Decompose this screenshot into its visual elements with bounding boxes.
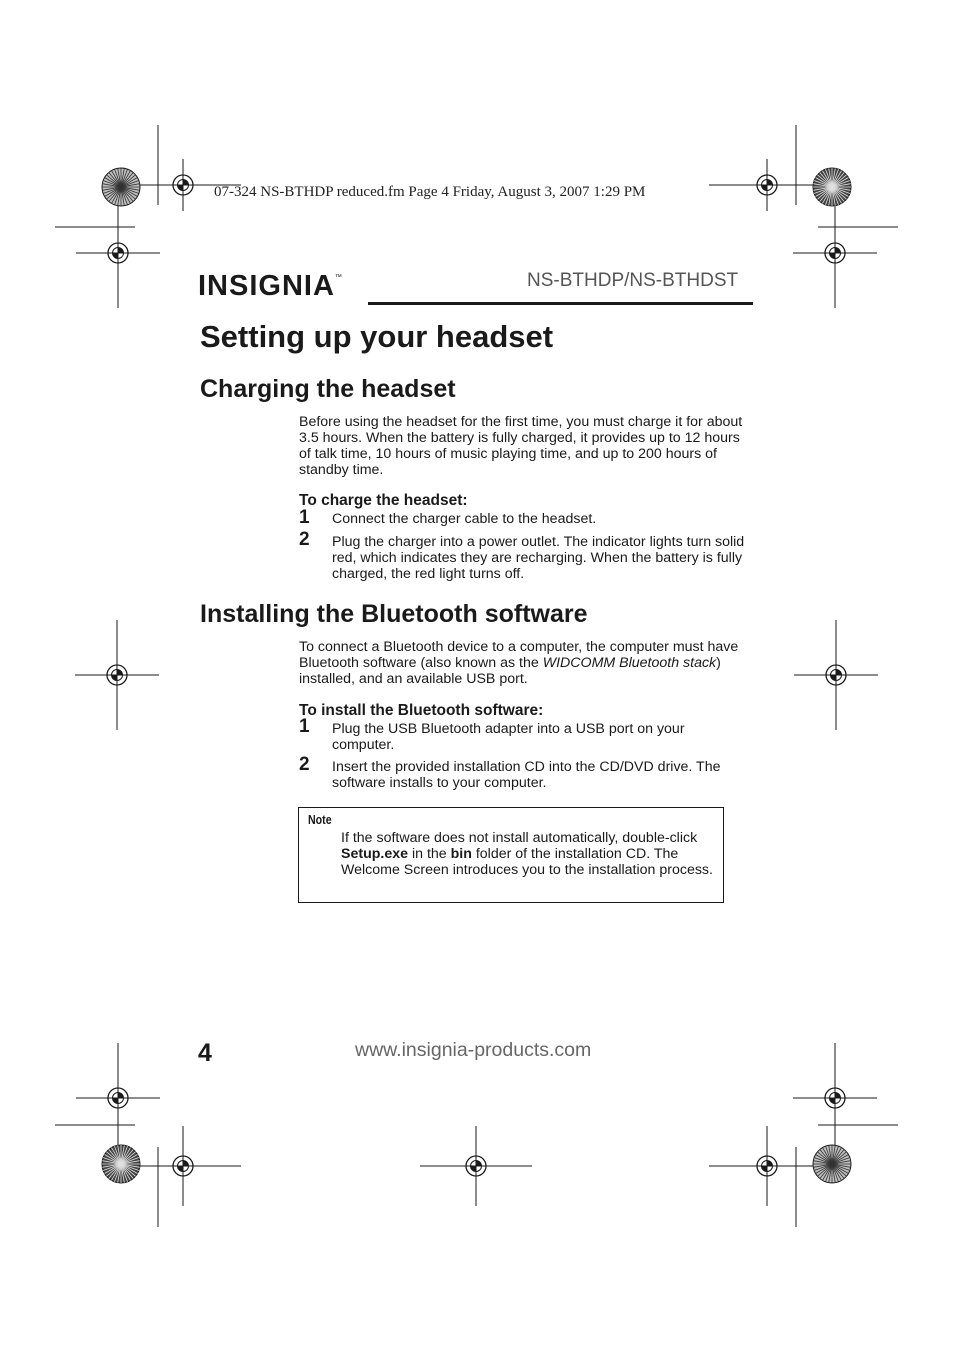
charging-intro: Before using the headset for the first time, you must charge it for about 3.5 hours. When the battery is fully charged, it provides up to 12 hours of talk time, 10 hours of music playing time, and up to 200 hours of standby time. <box>299 414 743 478</box>
intro-italic-term: WIDCOMM Bluetooth stack <box>542 655 717 671</box>
slug-line: 07-324 NS-BTHDP reduced.fm Page 4 Friday, August 3, 2007 1:29 PM <box>214 184 646 200</box>
install-step-2-number: 2 <box>299 754 310 775</box>
installing-intro <box>299 639 754 687</box>
color-starburst <box>102 168 140 206</box>
charge-procedure-title: To charge the headset: <box>299 492 468 509</box>
header-rule <box>368 302 753 305</box>
model-number: NS-BTHDP/NS-BTHDST <box>527 270 739 291</box>
charge-step-2-text: Plug the charger into a power outlet. The indicator lights turn solid red, which indicates they are recharging. When the battery is fully charged, the red light turns off. <box>332 534 745 582</box>
registration-target <box>793 198 877 308</box>
registration-target <box>75 620 159 730</box>
note-box <box>298 807 724 903</box>
color-starburst <box>102 1145 140 1183</box>
note-setup-exe: Setup.exe <box>341 846 409 862</box>
color-starburst <box>813 168 851 206</box>
install-step-2-text: Insert the provided installation CD into the CD/DVD drive. The software installs to your computer. <box>332 759 721 791</box>
charging-heading: Charging the headset <box>200 375 456 403</box>
footer-url[interactable]: www.insignia-products.com <box>355 1039 592 1061</box>
charge-step-1-text: Connect the charger cable to the headset. <box>332 511 597 527</box>
installing-heading: Installing the Bluetooth software <box>200 600 588 628</box>
registration-target <box>125 1126 241 1206</box>
color-starburst <box>813 1145 851 1183</box>
note-text <box>341 830 716 878</box>
charge-step-2-number: 2 <box>299 529 310 550</box>
note-text-a: If the software does not install automatically, double-click <box>341 830 698 846</box>
page-title: Setting up your headset <box>200 319 554 354</box>
note-text-c: folder of the installation CD. The Welcome Screen introduces you to the installation process. <box>341 846 713 878</box>
install-step-1-number: 1 <box>299 716 310 737</box>
note-bin-folder: bin <box>450 846 472 862</box>
note-label: Note <box>308 813 332 827</box>
registration-target <box>76 198 160 308</box>
note-text-b: in the <box>408 846 451 862</box>
registration-target <box>793 1043 877 1153</box>
intro-text-1: To connect a Bluetooth device to a computer, the computer must have Bluetooth software (also known as the <box>299 639 739 671</box>
insignia-logo <box>198 270 342 303</box>
logo-text: INSIGNIA <box>198 270 335 302</box>
intro-text-2: ) installed, and an available USB port. <box>299 655 721 687</box>
page-number: 4 <box>198 1039 212 1067</box>
registration-target <box>794 620 878 730</box>
install-procedure-title: To install the Bluetooth software: <box>299 702 544 719</box>
logo-trademark: ™ <box>334 274 342 281</box>
registration-target <box>420 1126 532 1206</box>
registration-target <box>709 159 825 211</box>
registration-target <box>76 1043 160 1153</box>
charge-step-1-number: 1 <box>299 507 310 528</box>
install-step-1-text: Plug the USB Bluetooth adapter into a USB port on your computer. <box>332 721 685 753</box>
registration-target <box>709 1126 825 1206</box>
